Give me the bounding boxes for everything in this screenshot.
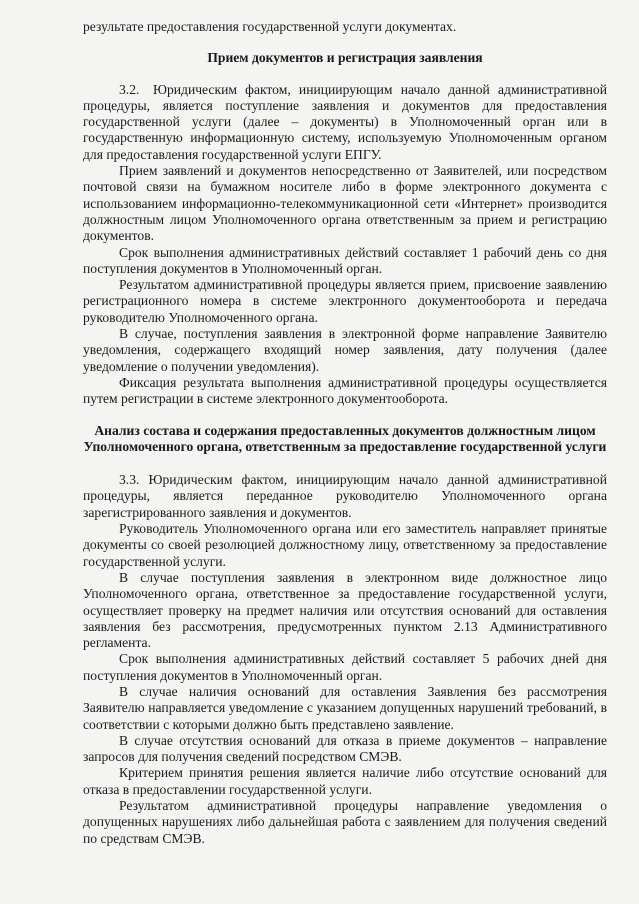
section1-heading: Прием документов и регистрация заявления: [207, 50, 483, 66]
paragraph: Фиксация результата выполнения административной процедуры осуществляется путем регистрации в системе электронного документооборота.: [83, 374, 607, 407]
paragraph: 3.2. Юридическим фактом, инициирующим начало данной административной процедуры, является поступление заявления и документов для предоставления государственной услуги (далее – документы) в Уполномоченный орган или в государственную информационную систему, используемую Уполномоченным органом для предоставления государственной услуги ЕПГУ.: [83, 81, 607, 162]
paragraph: В случае наличия оснований для оставления Заявления без рассмотрения Заявителю направляется уведомление с указанием допущенных нарушений требований, в соответствии с которыми должно быть представлено заявление.: [83, 683, 607, 732]
spacer: [83, 455, 607, 472]
paragraph: В случае отсутствия оснований для отказа в приеме документов – направление запросов для получения сведений посредством СМЭВ.: [83, 732, 607, 765]
paragraph: Результатом административной процедуры направление уведомления о допущенных нарушениях либо дальнейшая работа с заявлением для получения сведений по средствам СМЭВ.: [83, 798, 607, 846]
spacer: [83, 35, 607, 50]
paragraph: В случае, поступления заявления в электронной форме направление Заявителю уведомления, содержащего входящий номер заявления, дату получения (далее уведомление о получении уведомления).: [83, 326, 607, 374]
paragraph: Критерием принятия решения является наличие либо отсутствие оснований для отказа в предоставлении государственной услуги.: [83, 765, 607, 797]
paragraph: Срок выполнения административных действий составляет 5 рабочих дней дня поступления документов в Уполномоченный орган.: [83, 651, 607, 683]
paragraph: Прием заявлений и документов непосредственно от Заявителей, или посредством почтовой связи на бумажном носителе либо в форме электронного документа с использованием информационно-телекоммуникационной сети «Интернет» производится должностным лицом Уполномоченного органа ответственным за прием и регистрацию документов.: [83, 163, 607, 244]
paragraph: 3.3. Юридическим фактом, инициирующим начало данной административной процедуры, является переданное руководителю Уполномоченного органа зарегистрированного заявления и документов.: [83, 472, 607, 520]
section2-heading: Анализ состава и содержания предоставленных документов должностным лицом Уполномоченного органа, ответственным за предоставление государственной услуги: [83, 422, 607, 454]
paragraph: Срок выполнения административных действий составляет 1 рабочий день со дня поступления документов в Уполномоченный орган.: [83, 244, 607, 276]
paragraph: Результатом административной процедуры является прием, присвоение заявлению регистрационного номера в системе электронного документооборота и передача руководителю Уполномоченного органа.: [83, 277, 607, 325]
paragraph: Руководитель Уполномоченного органа или его заместитель направляет принятые документы со своей резолюцией должностному лицу, ответственному за предоставление государственной услуги.: [83, 521, 607, 569]
paragraph: В случае поступления заявления в электронном виде должностное лицо Уполномоченного органа, ответственное за предоставление государственной услуги, осуществляет проверку на предмет наличия или отсутствия оснований для оставления заявления без рассмотрения, предусмотренных пунктом 2.13 Административного регламента.: [83, 569, 607, 651]
intro-line: результате предоставления государственной услуги документах.: [83, 19, 457, 34]
spacer: [83, 67, 607, 82]
spacer: [83, 408, 607, 423]
